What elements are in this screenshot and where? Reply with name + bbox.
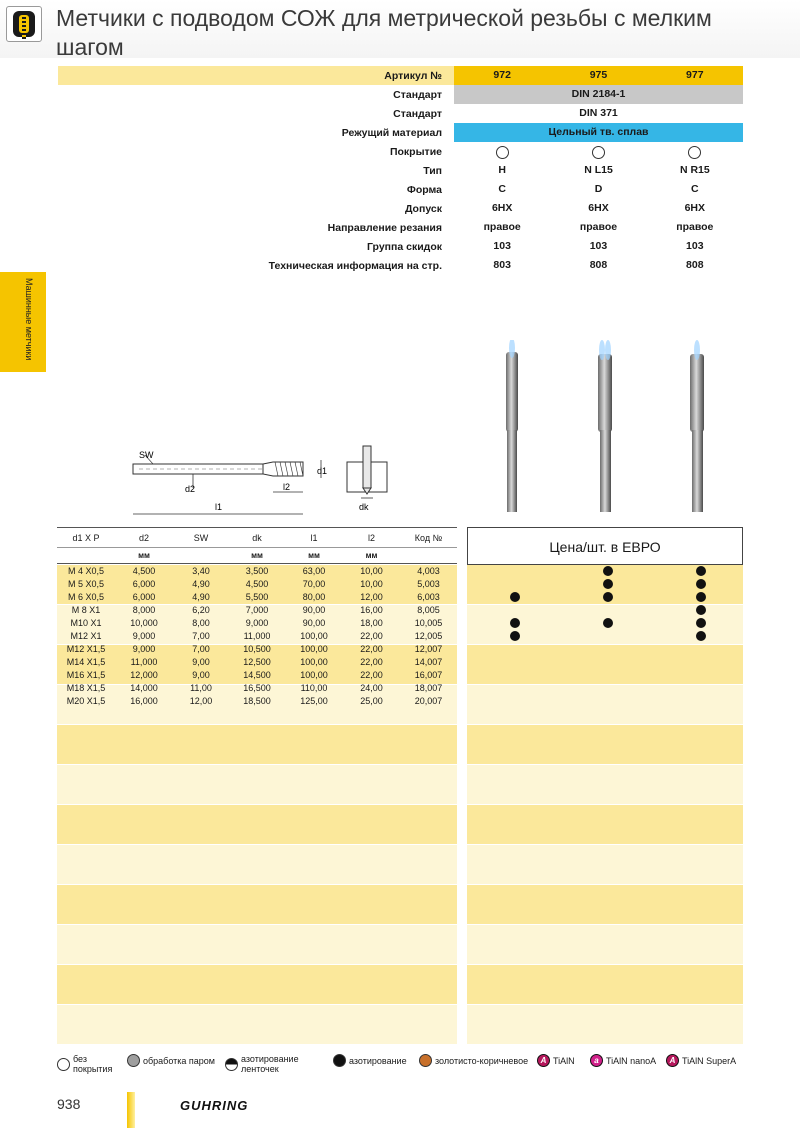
article-975: 975 <box>589 69 608 81</box>
table-cell: M18 X1,5 <box>66 682 106 693</box>
table-cell: 8,000 <box>132 604 156 615</box>
page-title: Метчики с подводом СОЖ для метрической резьбы с мелким шагом <box>56 5 712 60</box>
table-cell: 7,00 <box>192 643 210 654</box>
table-cell: 4,90 <box>192 591 210 602</box>
label-d2: d2 <box>185 484 196 494</box>
legend-tialn-nano: a TiAlN nanoA <box>590 1054 656 1067</box>
table-cell: 22,00 <box>360 656 383 667</box>
table-row <box>57 590 457 603</box>
table-row <box>57 603 457 616</box>
availability-dot <box>696 579 706 589</box>
table-cell: 6,000 <box>132 578 156 589</box>
table-cell: 18,00 <box>360 617 383 628</box>
prop-row-standard-2: Стандарт DIN 371 <box>393 107 618 120</box>
legend-nitride: азотирование <box>333 1054 407 1067</box>
table-cell: M 4 X0,5 <box>67 565 105 576</box>
table-cell: 6,003 <box>417 591 440 602</box>
table-cell: M12 X1,5 <box>66 643 106 654</box>
table-cell: 16,00 <box>360 604 383 615</box>
table-cell: 63,00 <box>302 565 326 576</box>
table-cell: 90,00 <box>302 617 326 628</box>
legend-gold-brown: золотисто-коричневое <box>419 1054 528 1067</box>
table-cell: 10,500 <box>243 643 271 654</box>
prop-row-type: Тип H N L15 N R15 <box>423 164 710 177</box>
table-cell: M10 X1 <box>70 617 102 628</box>
availability-dot <box>510 592 520 602</box>
table-row <box>57 655 457 668</box>
table-cell: 4,90 <box>192 578 210 589</box>
coating-legend <box>57 1054 757 1076</box>
tialn-super-icon: A <box>666 1054 679 1067</box>
label-d1: d1 <box>317 466 328 476</box>
label-l1: l1 <box>215 502 223 512</box>
table-row <box>57 629 457 642</box>
table-cell: 10,005 <box>414 617 443 628</box>
table-units: мм мм мм мм <box>57 547 457 564</box>
availability-dot <box>603 579 613 589</box>
table-cell: M12 X1 <box>70 630 102 641</box>
prop-row-standard-1: Стандарт DIN 2184-1 <box>58 85 743 104</box>
table-cell: 12,00 <box>189 695 213 706</box>
table-row <box>57 668 457 681</box>
prop-row-discount-group: Группа скидок 103 103 103 <box>367 240 704 253</box>
table-row <box>57 694 457 707</box>
circle-half-icon <box>225 1058 238 1071</box>
table-cell: 20,007 <box>414 695 443 706</box>
prop-row-tech-info: Техническая информация на стр. 803 808 808 <box>268 259 704 272</box>
prop-row-material: Режущий материал Цельный тв. сплав <box>58 123 743 142</box>
table-cell: 110,00 <box>300 682 328 693</box>
label-sw: SW <box>139 450 154 460</box>
label-l2: l2 <box>283 482 291 492</box>
legend-steam: обработка паром <box>127 1054 215 1067</box>
table-cell: 24,00 <box>360 682 383 693</box>
availability-dot <box>510 618 520 628</box>
table-cell: 70,00 <box>302 578 326 589</box>
uncoated-icon <box>688 146 701 159</box>
table-cell: 12,000 <box>130 669 158 680</box>
prop-row-form: Форма C D C <box>406 183 699 196</box>
table-cell: 18,007 <box>414 682 443 693</box>
table-cell: 25,00 <box>360 695 383 706</box>
table-cell: 11,00 <box>190 682 212 693</box>
table-cell: 12,005 <box>414 630 443 641</box>
table-cell: 16,500 <box>243 682 271 693</box>
table-cell: 12,00 <box>360 591 383 602</box>
table-cell: 3,40 <box>192 565 210 576</box>
table-cell: 100,00 <box>300 643 328 654</box>
uncoated-icon <box>592 146 605 159</box>
tap-product-images <box>490 340 740 520</box>
article-972: 972 <box>493 69 511 81</box>
table-cell: 10,000 <box>130 617 158 628</box>
table-cell: 12,500 <box>243 656 271 667</box>
availability-dot <box>603 592 613 602</box>
table-cell: M 5 X0,5 <box>67 578 105 589</box>
table-cell: 6,20 <box>192 604 210 615</box>
table-cell: M16 X1,5 <box>66 669 106 680</box>
tap-972-image <box>506 340 518 512</box>
prop-row-coating: Покрытие <box>58 142 743 161</box>
circle-gray-icon <box>127 1054 140 1067</box>
availability-dot <box>510 631 520 641</box>
table-cell: M 6 X0,5 <box>67 591 105 602</box>
prop-row-tolerance: Допуск 6HX 6HX 6HX <box>404 202 706 215</box>
tialn-icon: A <box>537 1054 550 1067</box>
table-cell: 16,000 <box>130 695 158 706</box>
side-tab-category[interactable]: Машинные метчики <box>0 272 46 372</box>
circle-filled-icon <box>333 1054 346 1067</box>
table-body <box>57 564 457 707</box>
table-cell: 4,500 <box>132 565 156 576</box>
table-cell: 10,00 <box>360 565 383 576</box>
availability-dot <box>603 618 613 628</box>
price-header: Цена/шт. в ЕВРО <box>467 527 743 565</box>
table-cell: 9,000 <box>245 617 269 628</box>
table-cell: 4,500 <box>245 578 269 589</box>
legend-tialn-super: A TiAlN SuperA <box>666 1054 736 1067</box>
table-cell: 9,000 <box>132 630 156 641</box>
prop-row-article: Артикул № 972 975 977 <box>58 66 743 85</box>
table-cell: 8,00 <box>192 617 210 628</box>
tap-category-icon <box>6 6 42 42</box>
table-row <box>57 616 457 629</box>
table-cell: 80,00 <box>302 591 326 602</box>
table-cell: 5,500 <box>245 591 269 602</box>
table-cell: 22,00 <box>360 643 383 654</box>
table-cell: 12,007 <box>414 643 443 654</box>
table-cell: 9,00 <box>192 656 210 667</box>
table-cell: 8,005 <box>417 604 440 615</box>
tap-dimension-drawing <box>125 440 390 520</box>
table-row <box>57 564 457 577</box>
table-cell: 90,00 <box>302 604 326 615</box>
table-cell: M20 X1,5 <box>66 695 106 706</box>
article-977: 977 <box>686 69 704 81</box>
table-row <box>57 642 457 655</box>
table-cell: 4,003 <box>417 565 440 576</box>
table-cell: 100,00 <box>300 656 328 667</box>
properties-table <box>58 66 743 275</box>
availability-dot <box>603 566 613 576</box>
table-cell: 100,00 <box>300 630 328 641</box>
table-cell: 6,000 <box>132 591 156 602</box>
uncoated-icon <box>496 146 509 159</box>
availability-dot <box>696 631 706 641</box>
table-cell: 14,007 <box>414 656 443 667</box>
table-cell: 9,00 <box>192 669 210 680</box>
label-dk: dk <box>359 502 369 512</box>
availability-dot <box>696 618 706 628</box>
legend-tialn: A TiAlN <box>537 1054 575 1067</box>
dimensions-table <box>57 527 457 707</box>
brand-logo: GUHRING <box>180 1098 249 1113</box>
footer-accent-bar <box>127 1092 135 1128</box>
table-cell: 14,000 <box>130 682 158 693</box>
table-cell: 22,00 <box>360 630 383 641</box>
table-cell: 11,000 <box>130 656 158 667</box>
table-cell: 3,500 <box>245 565 269 576</box>
table-cell: 7,000 <box>245 604 269 615</box>
legend-land-nitride: азотирование ленточек <box>225 1054 320 1074</box>
tap-975-image <box>598 340 612 512</box>
prop-row-cutting-direction: Направление резания правое правое правое <box>327 221 714 234</box>
table-cell: 18,500 <box>243 695 271 706</box>
tap-977-image <box>690 340 704 512</box>
table-row <box>57 681 457 694</box>
table-cell: 9,000 <box>132 643 156 654</box>
table-cell: 100,00 <box>300 669 328 680</box>
table-cell: M 8 X1 <box>71 604 101 615</box>
table-cell: 125,00 <box>300 695 328 706</box>
table-cell: 11,000 <box>243 630 271 641</box>
legend-uncoated: без покрытия <box>57 1054 117 1074</box>
availability-dot <box>696 592 706 602</box>
availability-dot <box>696 566 706 576</box>
table-cell: 10,00 <box>360 578 383 589</box>
table-cell: 22,00 <box>360 669 383 680</box>
table-cell: 14,500 <box>243 669 271 680</box>
table-cell: M14 X1,5 <box>66 656 106 667</box>
table-header: d1 X P d2 SW dk l1 l2 Код № <box>57 527 457 547</box>
table-cell: 7,00 <box>192 630 210 641</box>
availability-dot <box>696 605 706 615</box>
table-cell: 5,003 <box>417 578 440 589</box>
table-row <box>57 577 457 590</box>
table-cell: 16,007 <box>414 669 443 680</box>
circle-empty-icon <box>57 1058 70 1071</box>
tialn-nano-icon: a <box>590 1054 603 1067</box>
page-number: 938 <box>57 1096 81 1112</box>
circle-brown-icon <box>419 1054 432 1067</box>
